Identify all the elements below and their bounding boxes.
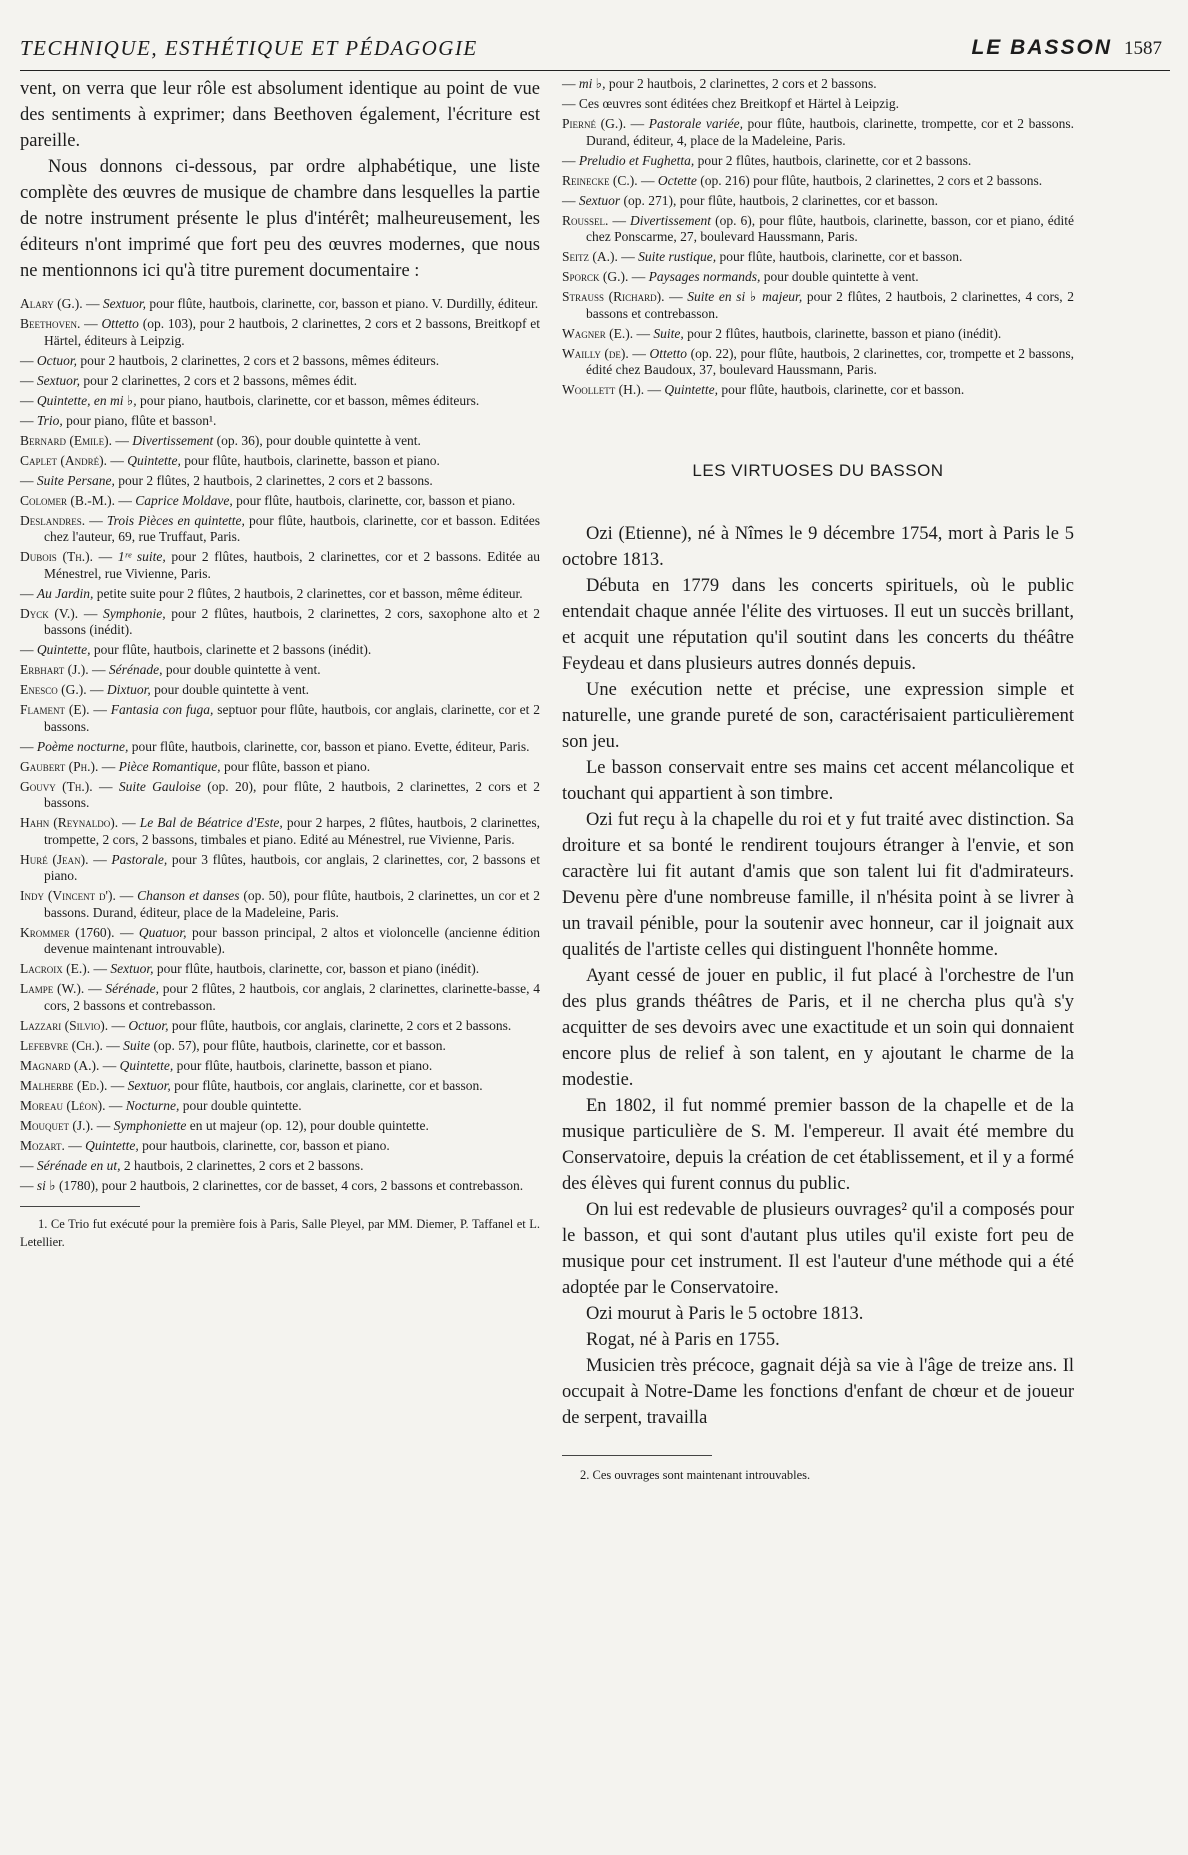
work-details: pour flûte, basson et piano. (223, 758, 371, 774)
composer-name: Mozart. (20, 1137, 65, 1153)
work-title: Suite Persane, (36, 472, 115, 488)
work-title: Sérénade, (108, 662, 163, 677)
work-entry: Wagner (E.). — Suite, pour 2 flûtes, hautbois, clarinette, basson et piano (inédit). (562, 325, 1002, 341)
work-entry: Pierné (G.). — Pastorale variée, pour flûte, hautbois, clarinette, trompette, cor et 2 bassons. Durand, éditeur, 4, place de la Madeleine, Paris. (562, 116, 1075, 148)
composer-name: Strauss (Richard). (562, 289, 665, 304)
work-entry: Gaubert (Ph.). — Pièce Romantique, pour flûte, basson et piano. (20, 758, 371, 774)
composer-name: Hahn (Reynaldo). (20, 815, 119, 830)
work-title: Sérénade, (105, 981, 159, 996)
work-title: 1ʳᵉ suite, (117, 549, 166, 564)
work-title: Pastorale, (111, 851, 168, 867)
work-entry: Dubois (Th.). — 1ʳᵉ suite, pour 2 flûtes, hautbois, 2 clarinettes, cor et 2 bassons. Editée au Ménestrel, rue Vivienne, Paris. (20, 549, 541, 581)
composer-name: Seitz (A.). (562, 249, 618, 264)
work-entry: Dyck (V.). — Symphonie, pour 2 flûtes, hautbois, 2 clarinettes, 2 cors, saxophone alto et 2 bassons (inédit). (20, 605, 541, 637)
work-title: Octuor, (36, 352, 77, 368)
composer-name: Gaubert (Ph.). (20, 758, 99, 774)
intro-paragraph: vent, on verra que leur rôle est absolument identique au point de vue des sentiments à exprimer; dans Beethoven également, l'écriture est pareille. (20, 79, 540, 151)
work-details: pour piano, hautbois, clarinette, cor et basson, mêmes éditeurs. (139, 392, 480, 408)
work-details: pour double quintette à vent. (763, 269, 919, 284)
work-entry: Mouquet (J.). — Symphoniette en ut majeur (op. 12), pour double quintette. (20, 1117, 429, 1133)
composer-name: Moreau (Léon). (20, 1097, 106, 1113)
work-entry: Seitz (A.). — Suite rustique, pour flûte, hautbois, clarinette, cor et basson. (562, 249, 963, 264)
intro-paragraph: Nous donnons ci-dessous, par ordre alphabétique, une liste complète des œuvres de musique de chambre dans lesquelles la partie de notre instrument présente le plus d'intérêt; malheureusement, les éditeurs n'ont imprimé que fort peu des œuvres modernes, que nous ne mentionnons ici qu'à titre purement documentaire : (20, 157, 540, 281)
virtuoses-paragraph: Débuta en 1779 dans les concerts spirituels, où le public entendait chaque année l'élite des virtuoses. Il eut un succès brillant, et acquit une réputation qu'il soutint dans les concerts du théâtre Feydeau et dans plusieurs autres donnés depuis. (562, 575, 1074, 674)
work-entry: Lampe (W.). — Sérénade, pour 2 flûtes, 2 hautbois, cor anglais, 2 clarinettes, clarinette-basse, 4 cors, 2 bassons et contrebasson. (20, 981, 541, 1013)
work-title: Ottetto (101, 316, 139, 331)
virtuoses-paragraph: Une exécution nette et précise, une expression simple et naturelle, une grande pureté de son, caractérisaient particulièrement son jeu. (562, 679, 1074, 752)
work-entry: — Sextuor (op. 271), pour flûte, hautbois, 2 clarinettes, cor et basson. (562, 192, 939, 208)
work-title: Divertissement (630, 212, 712, 228)
composer-name: Colomer (B.-M.). (20, 492, 115, 508)
work-entry: Wailly (de). — Ottetto (op. 22), pour flûte, hautbois, 2 clarinettes, cor, trompette et 2 bassons, édité chez Baudoux, 37, boulevard Haussmann, Paris. (562, 345, 1075, 377)
work-entry: — Quintette, en mi ♭, pour piano, hautbois, clarinette, cor et basson, mêmes éditeurs. (20, 392, 480, 408)
work-title: Sérénade en ut, (36, 1157, 121, 1173)
virtuoses-paragraph: Ayant cessé de jouer en public, il fut placé à l'orchestre de l'un des plus grands théâtres de Paris, et il ne chercha plus qu'à s'y acquitter de ses devoirs avec une exactitude et un soin qui donnaient encore plus de relief à son talent, en y ajoutant le charme de la modestie. (562, 965, 1074, 1090)
work-entry: — Poème nocturne, pour flûte, hautbois, clarinette, cor, basson et piano. Evette, éditeur, Paris. (20, 738, 530, 754)
work-details: pour flûte, hautbois, clarinette, cor et basson. (721, 382, 965, 397)
composer-name: Lazzari (Silvio). (20, 1017, 109, 1033)
work-entry: Erbhart (J.). — Sérénade, pour double quintette à vent. (20, 662, 321, 677)
composer-name: Reinecke (C.). (562, 172, 638, 188)
composer-name: Lampe (W.). (20, 981, 85, 996)
work-details: pour 2 flûtes, 2 hautbois, 2 clarinettes, 2 cors et 2 bassons. (118, 472, 433, 488)
work-title: mi ♭, (578, 76, 606, 91)
composer-name: Magnard (A.). (20, 1057, 100, 1073)
work-entry: Lefebvre (Ch.). — Suite (op. 57), pour flûte, hautbois, clarinette, cor et basson. (20, 1037, 446, 1053)
work-entry: — Preludio et Fughetta, pour 2 flûtes, hautbois, clarinette, cor et 2 bassons. (562, 152, 972, 168)
composer-name: Woollett (H.). (562, 382, 645, 397)
work-details: pour flûte, hautbois, clarinette, cor, basson et piano (inédit). (156, 961, 480, 976)
work-title: Octuor, (128, 1017, 169, 1033)
work-details: (op. 57), pour flûte, hautbois, clarinette, cor et basson. (153, 1037, 446, 1053)
virtuoses-paragraph: En 1802, il fut nommé premier basson de la chapelle et de la musique particulière de S. M. l'empereur. Il avait été membre du Conservatoire, depuis la création de cet établissement, et il y a formé des élèves qui furent connus du public. (562, 1095, 1074, 1194)
work-details: pour flûte, hautbois, cor anglais, clarinette, 2 cors et 2 bassons. (171, 1017, 512, 1033)
work-details: pour double quintette à vent. (154, 682, 309, 697)
work-details: pour 2 flûtes, hautbois, 2 clarinettes, 2 cors, saxophone alto et 2 bassons (inédit). (44, 605, 541, 637)
work-title: Pièce Romantique, (118, 758, 221, 774)
work-details: pour flûte, hautbois, clarinette, cor et basson. (719, 249, 963, 264)
work-title: Trio, (36, 412, 63, 428)
composer-name: Wailly (de). (562, 345, 629, 361)
work-details: pour double quintette à vent. (165, 662, 321, 677)
footnote-rule (20, 1206, 140, 1207)
work-title: Sextuor (578, 192, 621, 208)
virtuoses-paragraph: Rogat, né à Paris en 1755. (586, 1329, 780, 1350)
work-entry: Woollett (H.). — Quintette, pour flûte, hautbois, clarinette, cor et basson. (562, 382, 965, 397)
work-title: Fantasia con fuga, (110, 702, 214, 717)
virtuoses-paragraph: Ozi (Etienne), né à Nîmes le 9 décembre 1754, mort à Paris le 5 octobre 1813. (562, 523, 1074, 570)
work-details: petite suite pour 2 flûtes, 2 hautbois, 2 clarinettes, cor et basson, même éditeur. (96, 585, 523, 601)
work-entry: Gouvy (Th.). — Suite Gauloise (op. 20), pour flûte, 2 hautbois, 2 clarinettes, 2 cors et 2 bassons. (20, 778, 541, 810)
work-entry: Moreau (Léon). — Nocturne, pour double quintette. (20, 1097, 302, 1113)
work-details: (op. 20), pour flûte, 2 hautbois, 2 clarinettes, 2 cors et 2 bassons. (44, 778, 541, 810)
composer-name: Lacroix (E.). (20, 961, 91, 976)
work-title: Chanson et danses (137, 888, 240, 903)
composer-name: Beethoven. (20, 316, 81, 331)
work-entry: — Ces œuvres sont éditées chez Breitkopf et Härtel à Leipzig. (562, 96, 900, 111)
work-details: pour flûte, hautbois, clarinette, cor, basson et piano. (236, 492, 516, 508)
work-details: pour 2 flûtes, hautbois, 2 clarinettes, cor et 2 bassons. Editée au Ménestrel, rue Vivienne, Paris. (44, 549, 541, 581)
work-entry: Indy (Vincent d'). — Chanson et danses (op. 50), pour flûte, hautbois, 2 clarinettes, un cor et 2 bassons. Durand, éditeur, place de la Madeleine, Paris. (20, 888, 540, 920)
work-details: pour basson principal, 2 altos et violoncelle (ancienne édition devenue maintenant introuvable). (44, 924, 541, 956)
work-title: Divertissement (132, 432, 214, 448)
work-details: 2 hautbois, 2 clarinettes, 2 cors et 2 bassons. (123, 1157, 364, 1173)
work-title: Sextuor, (36, 372, 80, 388)
work-entry: — Sérénade en ut, 2 hautbois, 2 clarinettes, 2 cors et 2 bassons. (20, 1157, 364, 1173)
composer-name: Alary (G.). (20, 296, 83, 311)
virtuoses-paragraph: Ozi mourut à Paris le 5 octobre 1813. (586, 1303, 864, 1324)
work-details: pour flûte, hautbois, clarinette, cor, basson et piano. Evette, éditeur, Paris. (131, 738, 530, 754)
work-title: Suite en si ♭ majeur, (687, 289, 803, 304)
composer-name: Dubois (Th.). (20, 549, 93, 564)
work-details: Ces œuvres sont éditées chez Breitkopf et Härtel à Leipzig. (578, 96, 900, 111)
work-title: Suite rustique, (638, 249, 717, 264)
work-details: pour flûte, hautbois, clarinette, cor, basson et piano. V. Durdilly, éditeur. (149, 296, 539, 311)
work-details: pour 2 flûtes, hautbois, clarinette, cor et 2 bassons. (697, 152, 972, 168)
left-column (20, 76, 540, 1251)
work-entry: — Suite Persane, pour 2 flûtes, 2 hautbois, 2 clarinettes, 2 cors et 2 bassons. (20, 472, 433, 488)
section-title: LES VIRTUOSES DU BASSON (692, 460, 944, 480)
composer-name: Huré (Jean). (20, 851, 89, 867)
work-details: pour flûte, hautbois, cor anglais, clarinette, cor et basson. (174, 1077, 483, 1093)
composer-name: Bernard (Emile). (20, 432, 112, 448)
work-details: pour flûte, hautbois, clarinette, cor et basson. Editées chez l'auteur, 69, rue Truffaut, Paris. (44, 512, 541, 544)
work-title: Octette (657, 172, 697, 188)
virtuoses-paragraph: Le basson conservait entre ses mains cet accent mélancolique et touchant qui appartient à son timbre. (562, 757, 1074, 804)
composer-name: Caplet (André). (20, 452, 107, 468)
work-entry: Magnard (A.). — Quintette, pour flûte, hautbois, clarinette, basson et piano. (20, 1057, 433, 1073)
work-entry: Malherbe (Ed.). — Sextuor, pour flûte, hautbois, cor anglais, clarinette, cor et basson. (20, 1077, 483, 1093)
work-title: Quintette, (36, 642, 91, 657)
work-details: (op. 216) pour flûte, hautbois, 2 clarinettes, 2 cors et 2 bassons. (700, 172, 1043, 188)
work-entry: — mi ♭, pour 2 hautbois, 2 clarinettes, 2 cors et 2 bassons. (562, 76, 877, 91)
work-title: Caprice Moldave, (135, 492, 233, 508)
work-entry: Bernard (Emile). — Divertissement (op. 36), pour double quintette à vent. (20, 432, 421, 448)
work-details: septuor pour flûte, hautbois, cor anglais, clarinette, cor et 2 bassons. (44, 702, 541, 734)
composer-name: Pierné (G.). (562, 116, 627, 131)
work-entry: Krommer (1760). — Quatuor, pour basson principal, 2 altos et violoncelle (ancienne édition devenue maintenant introuvable). (20, 924, 541, 956)
work-title: Pastorale variée, (648, 116, 743, 131)
work-details: (op. 6), pour flûte, hautbois, clarinette, basson, cor et piano, édité chez Ponscarme, 27, boulevard Haussmann, Paris. (586, 212, 1075, 244)
virtuoses-paragraph: On lui est redevable de plusieurs ouvrages² qu'il a composés pour le basson, et qui sont d'autant plus utiles qu'il existe fort peu de musique pour cet instrument. Il est l'auteur d'une méthode qui a été adoptée par le Conservatoire. (562, 1199, 1074, 1298)
work-entry: Reinecke (C.). — Octette (op. 216) pour flûte, hautbois, 2 clarinettes, 2 cors et 2 bassons. (562, 172, 1043, 188)
work-title: Quatuor, (138, 924, 187, 940)
work-title: Preludio et Fughetta, (578, 152, 695, 168)
virtuoses-paragraph: Ozi fut reçu à la chapelle du roi et y fut traité avec distinction. Sa droiture et sa bonté le rendirent toujours étranger à l'envie, et son caractère lui fit autant d'amis que son talent lui fit d'admirateurs. Devenu père d'une nombreuse famille, il n'hésita point à se livrer à un travail pénible, pour la soutenir avec honneur, car il joignait aux qualités de l'artiste celles qui distinguent l'honnête homme. (562, 809, 1074, 960)
composer-name: Dyck (V.). (20, 605, 79, 621)
work-title: Suite, (653, 325, 684, 341)
header-rule (20, 70, 1170, 71)
work-title: Symphoniette (113, 1117, 187, 1133)
work-entry: Colomer (B.-M.). — Caprice Moldave, pour flûte, hautbois, clarinette, cor, basson et piano. (20, 492, 516, 508)
page-number: 1587 (1124, 38, 1162, 59)
right-column (562, 76, 1074, 1484)
work-entry: — Sextuor, pour 2 clarinettes, 2 cors et 2 bassons, mêmes édit. (20, 372, 358, 388)
work-details: pour 2 harpes, 2 flûtes, hautbois, 2 clarinettes, trompette, 2 cors, 2 bassons, timbales et piano. Edité au Ménestrel, rue Vivienne, Paris. (44, 815, 540, 847)
work-details: pour flûte, hautbois, clarinette et 2 bassons (inédit). (93, 642, 372, 657)
page-header (20, 36, 1170, 70)
work-details: en ut majeur (op. 12), pour double quintette. (189, 1117, 429, 1133)
work-entry: Hahn (Reynaldo). — Le Bal de Béatrice d'Este, pour 2 harpes, 2 flûtes, hautbois, 2 clarinettes, trompette, 2 cors, 2 bassons, timbales et piano. Edité au Ménestrel, rue Vivienne, Paris. (20, 815, 540, 847)
work-title: Dixtuor, (106, 682, 151, 697)
work-entry: Lazzari (Silvio). — Octuor, pour flûte, hautbois, cor anglais, clarinette, 2 cors et 2 bassons. (20, 1017, 512, 1033)
footnote-rule (562, 1455, 712, 1456)
work-title: Sextuor, (110, 961, 154, 976)
running-title-left: TECHNIQUE, ESTHÉTIQUE ET PÉDAGOGIE (20, 36, 478, 60)
work-details: (op. 50), pour flûte, hautbois, 2 clarinettes, un cor et 2 bassons. Durand, éditeur, place de la Madeleine, Paris. (44, 888, 540, 920)
work-details: pour 3 flûtes, hautbois, cor anglais, 2 clarinettes, cor, 2 bassons et piano. (44, 851, 541, 883)
work-entry: Sporck (G.). — Paysages normands, pour double quintette à vent. (562, 269, 919, 284)
work-entry: — Trio, pour piano, flûte et basson¹. (20, 412, 217, 428)
work-entry: Roussel. — Divertissement (op. 6), pour flûte, hautbois, clarinette, basson, cor et piano, édité chez Ponscarme, 27, boulevard Haussmann, Paris. (562, 212, 1075, 244)
composer-name: Sporck (G.). (562, 269, 629, 284)
work-details: pour double quintette. (182, 1097, 302, 1113)
work-details: pour 2 flûtes, 2 hautbois, cor anglais, 2 clarinettes, clarinette-basse, 4 cors, 2 bassons et contrebasson. (44, 981, 541, 1013)
work-title: Poème nocturne, (36, 738, 129, 754)
work-title: Quintette, (127, 452, 181, 468)
work-entry: Lacroix (E.). — Sextuor, pour flûte, hautbois, clarinette, cor, basson et piano (inédit). (20, 961, 480, 976)
composer-name: Indy (Vincent d'). (20, 888, 116, 903)
work-title: Au Jardin, (36, 585, 94, 601)
footnote-1: 1. Ce Trio fut exécuté pour la première fois à Paris, Salle Pleyel, par MM. Diemer, P. Taffanel et L. Letellier. (20, 1217, 540, 1249)
work-details: pour 2 flûtes, 2 hautbois, 2 clarinettes, 4 cors, 2 bassons et contrebasson. (586, 289, 1075, 321)
composer-name: Flament (E). (20, 702, 90, 717)
work-title: Quintette, (664, 382, 718, 397)
work-details: (op. 36), pour double quintette à vent. (216, 432, 421, 448)
work-details: pour 2 clarinettes, 2 cors et 2 bassons, mêmes édit. (83, 372, 358, 388)
composer-name: Deslandres. (20, 512, 86, 528)
work-title: Trois Pièces en quintette, (106, 512, 245, 528)
work-title: Symphonie, (102, 605, 166, 621)
work-entry: Enesco (G.). — Dixtuor, pour double quintette à vent. (20, 682, 309, 697)
composer-name: Enesco (G.). (20, 682, 87, 697)
work-title: Ottetto (649, 345, 687, 361)
composer-name: Erbhart (J.). (20, 662, 89, 677)
work-details: (1780), pour 2 hautbois, 2 clarinettes, cor de basset, 4 cors, 2 bassons et contrebasson. (59, 1177, 524, 1193)
running-title-right (971, 36, 1162, 60)
work-details: pour 2 hautbois, 2 clarinettes, 2 cors et 2 bassons, mêmes éditeurs. (80, 352, 440, 368)
work-title: Suite Gauloise (118, 778, 201, 794)
work-title: Quintette, (85, 1137, 139, 1153)
work-details: pour flûte, hautbois, clarinette, basson et piano. (176, 1057, 433, 1073)
work-entry: Deslandres. — Trois Pièces en quintette, pour flûte, hautbois, clarinette, cor et basson. Editées chez l'auteur, 69, rue Truffaut, Paris. (20, 512, 541, 544)
work-entry: Huré (Jean). — Pastorale, pour 3 flûtes, hautbois, cor anglais, 2 clarinettes, cor, 2 bassons et piano. (20, 851, 541, 883)
running-title-text: LE BASSON (971, 36, 1112, 59)
work-title: Paysages normands, (648, 269, 761, 284)
work-details: pour hautbois, clarinette, cor, basson et piano. (142, 1137, 390, 1153)
work-details: pour 2 hautbois, 2 clarinettes, 2 cors et 2 bassons. (608, 76, 877, 91)
work-details: pour piano, flûte et basson¹. (66, 412, 217, 428)
work-entry: — Octuor, pour 2 hautbois, 2 clarinettes, 2 cors et 2 bassons, mêmes éditeurs. (20, 352, 440, 368)
virtuoses-paragraph: Musicien très précoce, gagnait déjà sa vie à l'âge de treize ans. Il occupait à Notre-Dame les fonctions d'enfant de chœur et de joueur de serpent, travailla (562, 1355, 1074, 1428)
work-entry: — Quintette, pour flûte, hautbois, clarinette et 2 bassons (inédit). (20, 642, 372, 657)
works-list (20, 296, 540, 1194)
work-entry: Mozart. — Quintette, pour hautbois, clarinette, cor, basson et piano. (20, 1137, 390, 1153)
work-title: Sextuor, (127, 1077, 171, 1093)
work-title: Suite (123, 1037, 151, 1053)
work-title: Sextuor, (102, 296, 146, 311)
work-details: (op. 103), pour 2 hautbois, 2 clarinettes, 2 cors et 2 bassons, Breitkopf et Härtel, éditeurs à Leipzig. (44, 316, 541, 348)
composer-name: Krommer (1760). (20, 924, 115, 940)
work-entry: Alary (G.). — Sextuor, pour flûte, hautbois, clarinette, cor, basson et piano. V. Durdilly, éditeur. (20, 296, 539, 311)
composer-name: Mouquet (J.). (20, 1117, 94, 1133)
composer-name: Gouvy (Th.). (20, 778, 93, 794)
work-entry: — Au Jardin, petite suite pour 2 flûtes, 2 hautbois, 2 clarinettes, cor et basson, même éditeur. (20, 585, 523, 601)
work-title: Nocturne, (125, 1097, 180, 1113)
composer-name: Wagner (E.). (562, 325, 634, 341)
work-details: pour flûte, hautbois, clarinette, trompette, cor et 2 bassons. Durand, éditeur, 4, place de la Madeleine, Paris. (586, 116, 1075, 148)
intro-text (20, 76, 540, 284)
footnote-2: 2. Ces ouvrages sont maintenant introuvables. (580, 1467, 811, 1482)
work-details: pour flûte, hautbois, clarinette, basson et piano. (184, 452, 440, 468)
work-details: (op. 271), pour flûte, hautbois, 2 clarinettes, cor et basson. (623, 192, 939, 208)
work-title: Quintette, (119, 1057, 174, 1073)
work-details: pour 2 flûtes, hautbois, clarinette, basson et piano (inédit). (687, 325, 1002, 341)
composer-name: Lefebvre (Ch.). (20, 1037, 103, 1053)
work-entry: Beethoven. — Ottetto (op. 103), pour 2 hautbois, 2 clarinettes, 2 cors et 2 bassons, Breitkopf et Härtel, éditeurs à Leipzig. (20, 316, 541, 348)
works-list-continued (562, 76, 1074, 399)
work-entry: — si ♭ (1780), pour 2 hautbois, 2 clarinettes, cor de basset, 4 cors, 2 bassons et contrebasson. (20, 1177, 524, 1193)
work-title: si ♭ (36, 1177, 56, 1193)
work-details: (op. 22), pour flûte, hautbois, 2 clarinettes, cor, trompette et 2 bassons, édité chez Baudoux, 37, boulevard Haussmann, Paris. (586, 345, 1075, 377)
virtuoses-text (562, 521, 1074, 1431)
work-title: Le Bal de Béatrice d'Este, (139, 815, 283, 830)
work-title: Quintette, en mi ♭, (36, 392, 137, 408)
work-entry: Flament (E). — Fantasia con fuga, septuor pour flûte, hautbois, cor anglais, clarinette, cor et 2 bassons. (20, 702, 541, 734)
composer-name: Roussel. (562, 212, 609, 228)
composer-name: Malherbe (Ed.). (20, 1077, 108, 1093)
work-entry: Strauss (Richard). — Suite en si ♭ majeur, pour 2 flûtes, 2 hautbois, 2 clarinettes, 4 cors, 2 bassons et contrebasson. (562, 289, 1075, 321)
work-entry: Caplet (André). — Quintette, pour flûte, hautbois, clarinette, basson et piano. (20, 452, 440, 468)
